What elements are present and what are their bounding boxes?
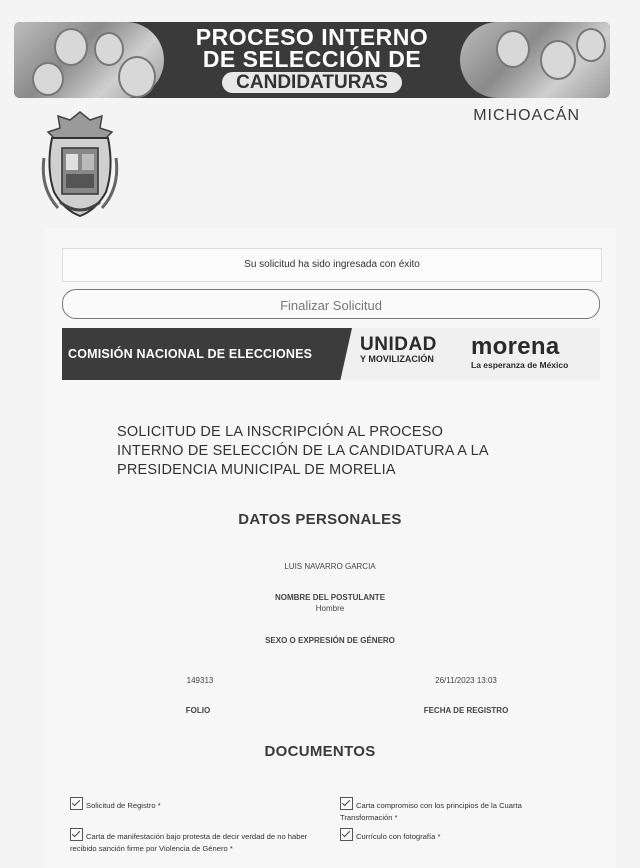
document-item-label: Carta de manifestación bajo protesta de decir verdad de no haber recibido sanción firme por Violencia de Género *	[70, 832, 308, 853]
applicant-name-value: LUIS NAVARRO GARCIA	[284, 562, 376, 571]
state-seal-icon	[40, 108, 120, 222]
document-title	[117, 423, 557, 480]
document-item	[70, 797, 330, 812]
checkbox-checked-icon[interactable]	[70, 797, 83, 810]
gender-value: Hombre	[315, 604, 345, 613]
checkbox-checked-icon[interactable]	[340, 828, 353, 841]
document-item	[70, 828, 332, 855]
unidad-text: UNIDAD	[360, 334, 437, 355]
folio-value: 149313	[186, 676, 214, 685]
checkbox-checked-icon[interactable]	[70, 828, 83, 841]
region-label: MICHOACÁN	[473, 107, 580, 124]
banner-title-line1: PROCESO INTERNO	[195, 24, 429, 50]
folio-label: FOLIO	[185, 706, 211, 715]
personal-data-heading: DATOS PERSONALES	[238, 511, 402, 528]
banner-photo-left	[14, 22, 164, 98]
form-sheet	[44, 228, 616, 868]
morena-text: morena	[471, 333, 560, 360]
banner-title-line3: CANDIDATURAS	[222, 72, 402, 93]
finalize-button[interactable]: Finalizar Solicitud	[62, 289, 600, 319]
registration-date-value: 26/11/2023 13:03	[435, 676, 497, 685]
checkbox-checked-icon[interactable]	[340, 797, 353, 810]
morena-logo	[471, 334, 568, 370]
header-banner	[14, 22, 610, 98]
document-title-line3: PRESIDENCIA MUNICIPAL DE MORELIA	[117, 462, 396, 478]
movilizacion-text: Y MOVILIZACIÓN	[360, 354, 434, 364]
commission-label: COMISIÓN NACIONAL DE ELECCIONES	[68, 347, 313, 361]
document-item-label: Currículo con fotografía *	[356, 832, 441, 841]
document-item	[340, 828, 570, 843]
banner-photo-right	[460, 22, 610, 98]
applicant-name-label: NOMBRE DEL POSTULANTE	[274, 593, 386, 602]
document-item	[340, 797, 570, 824]
morena-slogan: La esperanza de México	[471, 360, 569, 370]
cne-strip	[62, 328, 600, 380]
gender-label: SEXO O EXPRESIÓN DE GÉNERO	[265, 636, 395, 645]
unidad-logo	[360, 334, 437, 366]
documents-heading: DOCUMENTOS	[264, 743, 376, 760]
document-item-label: Solicitud de Registro *	[86, 801, 161, 810]
document-title-line1: SOLICITUD DE LA INSCRIPCIÓN AL PROCESO	[117, 424, 444, 440]
document-title-line2: INTERNO DE SELECCIÓN DE LA CANDIDATURA A LA	[117, 443, 489, 459]
banner-title	[164, 26, 460, 95]
success-notice: Su solicitud ha sido ingresada con éxito	[62, 248, 602, 282]
document-item-label: Carta compromiso con los principios de la Cuarta Transformación *	[340, 801, 522, 822]
banner-title-line2: DE SELECCIÓN DE	[202, 46, 422, 72]
registration-date-label: FECHA DE REGISTRO	[423, 706, 509, 715]
